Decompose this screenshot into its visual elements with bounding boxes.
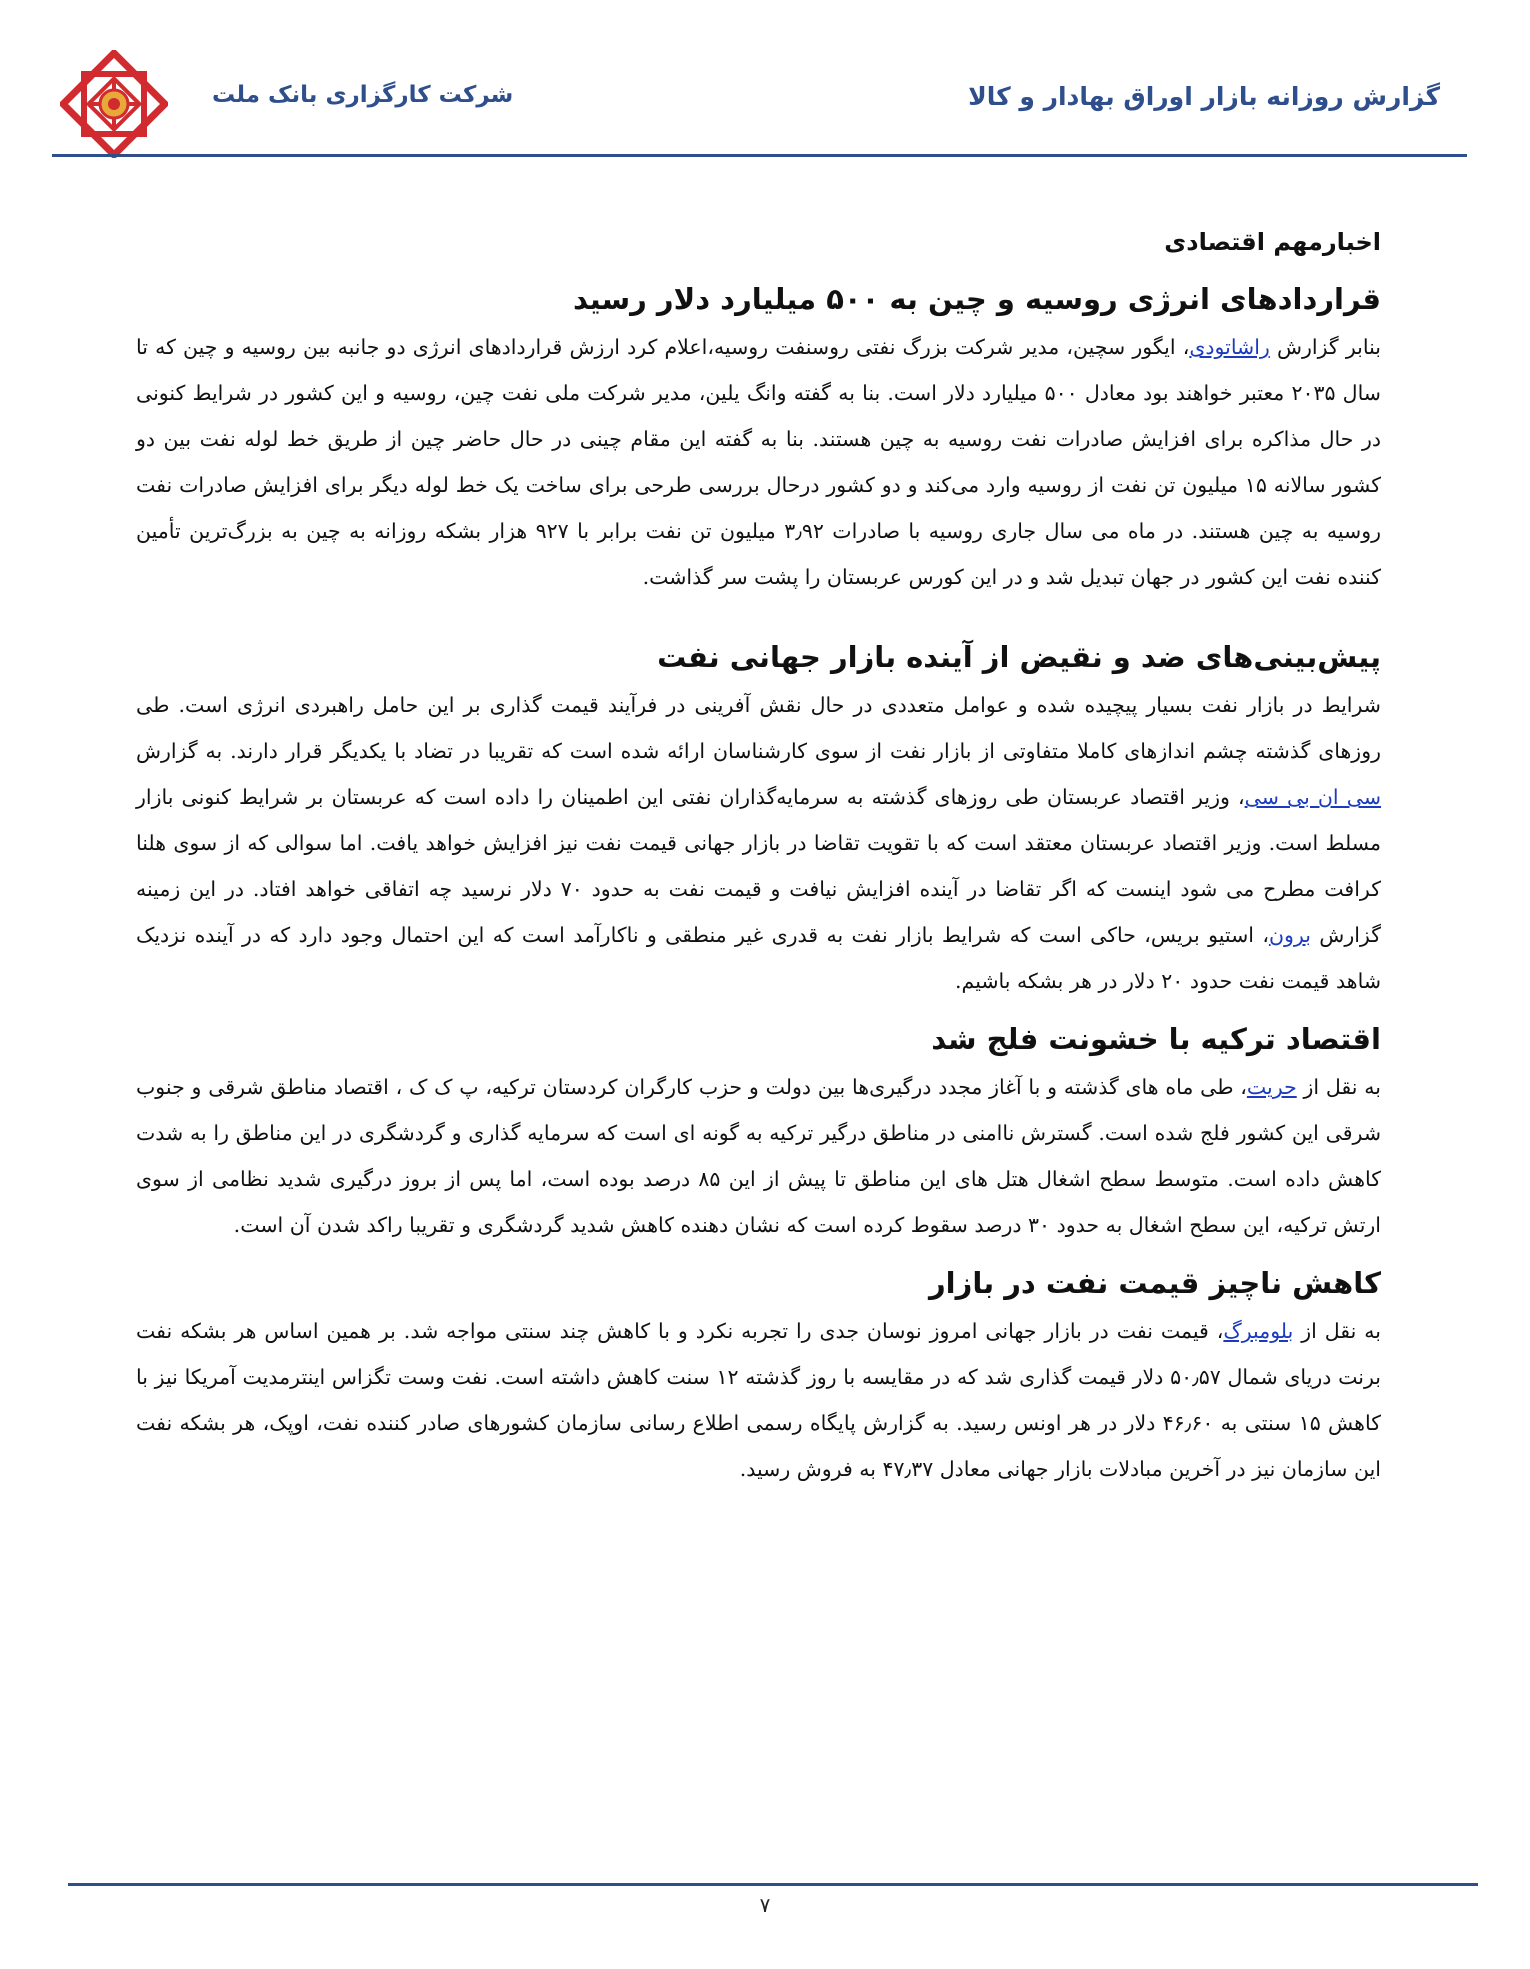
section-label: اخبارمهم اقتصادی — [1164, 228, 1381, 256]
body-text: ، قیمت نفت در بازار جهانی امروز نوسان جدی را تجربه نکرد و با کاهش چند سنتی مواجه شد. بر همین اساس هر بشکه نفت برنت دریای شمال ۵۰٫۵۷ دلار قیمت گذاری شد که در مقایسه با روز گذشته ۱۲ سنت کاهش داشته است. نفت وست تگزاس اینترمدیت آمریکا نیز با کاهش ۱۵ سنتی به ۴۶٫۶۰ دلار در هر اونس رسید. به گزارش پایگاه رسمی اطلاع رسانی سازمان کشورهای صادر کننده نفت، اوپک، هر بشکه نفت این سازمان نیز در آخرین مبادلات بازار جهانی معادل ۴۷٫۳۷ به فروش رسید. — [136, 1319, 1381, 1481]
article-title: قراردادهای انرژی روسیه و چین به ۵۰۰ میلیارد دلار رسید — [573, 282, 1381, 316]
article-oil-forecasts — [136, 632, 1381, 1004]
article-title: اقتصاد ترکیه با خشونت فلج شد — [931, 1022, 1381, 1056]
body-text: ، طی ماه های گذشته و با آغاز مجدد درگیری‌ها بین دولت و حزب کارگران کردستان ترکیه، پ ک ک ، اقتصاد مناطق شرقی و جنوب شرقی این کشور فلج شده است. گسترش ناامنی در مناطق درگیر ترکیه به گونه ای است که سرمایه گذاری و گردشگری در این مناطق را به شدت کاهش داده است. متوسط سطح اشغال هتل های این مناطق تا پیش از این ۸۵ درصد بوده است، اما پس از بروز درگیری شدید نظامی از سوی ارتش ترکیه، این سطح اشغال به حدود ۳۰ درصد سقوط کرده است که نشان دهنده کاهش شدید گردشگری و تقریبا راکد شدن آن است. — [136, 1075, 1382, 1237]
article-oil-price-drop — [136, 1258, 1381, 1492]
article-russia-china — [136, 274, 1381, 600]
source-link-russia-today[interactable]: راشاتودی — [1189, 335, 1270, 359]
body-text: بنابر گزارش — [1269, 335, 1381, 359]
header-divider — [52, 154, 1467, 157]
source-link-bloomberg-brown[interactable]: برون — [1268, 923, 1311, 947]
page-header — [0, 0, 1530, 160]
company-name: شرکت کارگزاری بانک ملت — [212, 82, 514, 108]
main-content — [136, 222, 1381, 1502]
bank-mellat-logo-icon — [60, 50, 168, 158]
page-number: ۷ — [759, 1893, 771, 1917]
body-text: ، ایگور سچین، مدیر شرکت بزرگ نفتی روسنفت روسیه،اعلام کرد ارزش قراردادهای انرژی دو جانبه بین روسیه و چین که تا سال ۲۰۳۵ معتبر خواهند بود معادل ۵۰۰ میلیارد دلار است. بنا به گفته وانگ یلین، مدیر شرکت ملی نفت چین، روسیه و این کشور در شرایط کنونی در حال مذاکره برای افزایش صادرات نفت روسیه به چین هستند. بنا به گفته این مقام چینی در حال حاضر چین از طریق خط لوله نفت بین دو کشور سالانه ۱۵ میلیون تن نفت از روسیه وارد می‌کند و دو کشور درحال بررسی طرحی برای ساخت یک خط لوله دیگر برای افزایش صادرات نفت روسیه به چین هستند. در ماه می سال جاری روسیه با صادرات ۳٫۹۲ میلیون تن نفت برابر با ۹۲۷ هزار بشکه روزانه به چین به بزرگ‌ترین تأمین کننده نفت این کشور در جهان تبدیل شد و در این کورس عربستان را پشت سر گذاشت. — [136, 335, 1381, 589]
source-link-hurriyet[interactable]: حریت — [1246, 1075, 1297, 1099]
article-body — [136, 682, 1381, 1004]
article-body — [136, 1064, 1381, 1248]
article-body — [136, 324, 1381, 600]
body-text: ، وزیر اقتصاد عربستان طی روزهای گذشته به سرمایه‌گذاران نفتی این اطمینان را داده است که عربستان بر شرایط کنونی بازار مسلط است. وزیر اقتصاد عربستان معتقد است که با تقویت تقاضا در بازار جهانی قیمت نفت نیز افزایش خواهد یافت. اما سوالی که از سوی هلنا کرافت مطرح می شود اینست که اگر تقاضا در آینده افزایش نیافت و قیمت نفت به حدود ۷۰ دلار نرسید چه اتفاقی خواهد افتاد. در این زمینه گزارش — [136, 785, 1381, 947]
article-title: کاهش ناچیز قیمت نفت در بازار — [928, 1266, 1381, 1300]
article-title: پیش‌بینی‌های ضد و نقیض از آینده بازار جهانی نفت — [657, 640, 1381, 674]
report-title: گزارش روزانه بازار اوراق بهادار و کالا — [968, 82, 1440, 111]
body-text: به نقل از — [1293, 1319, 1381, 1343]
source-link-bloomberg[interactable]: بلومبرگ — [1223, 1319, 1294, 1343]
body-text: ، استیو بریس، حاکی است که شرایط بازار نفت به قدری غیر منطقی و ناکارآمد است که این احتمال وجود دارد که در آینده نزدیک شاهد قیمت نفت حدود ۲۰ دلار در هر بشکه باشیم. — [136, 923, 1381, 993]
source-link-cnbc[interactable]: سی ان بی سی — [1244, 785, 1382, 809]
article-body — [136, 1308, 1381, 1492]
footer-divider — [68, 1883, 1478, 1886]
body-text: به نقل از — [1296, 1075, 1381, 1099]
body-text: شرایط در بازار نفت بسیار پیچیده شده و عوامل متعددی در حال نقش آفرینی در فرآیند قیمت گذاری بر این حامل راهبردی انرژی است. طی روزهای گذشته چشم اندازهای کاملا متفاوتی از بازار نفت از سوی کارشناسان ارائه شده است که تقریبا در تضاد با یکدیگر قرار دارند. به گزارش — [136, 693, 1381, 763]
article-turkey-economy — [136, 1014, 1381, 1248]
